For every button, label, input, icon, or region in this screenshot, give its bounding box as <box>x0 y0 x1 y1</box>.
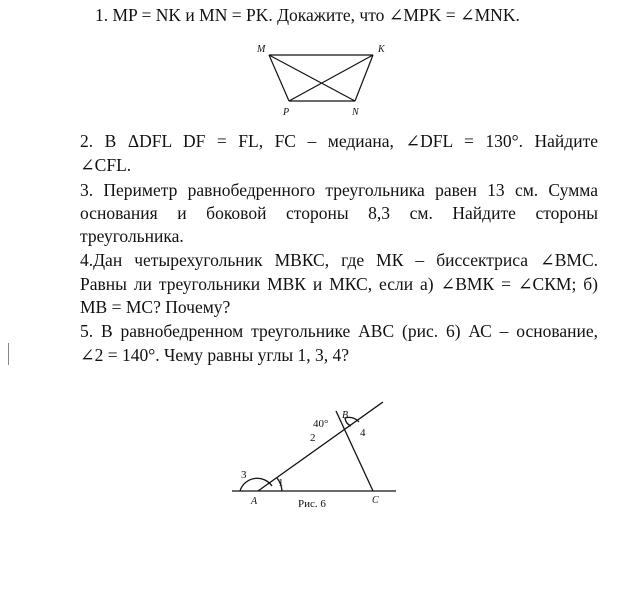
fig2-label-c: C <box>372 495 379 506</box>
problem-5-line-1: 5. В равнобедренном треугольнике АВС (рис. 6) АС – основание, <box>80 321 598 341</box>
fig1-label-p: P <box>283 107 290 118</box>
problem-4-line-2: Равны ли треугольники МВК и МКС, если а) ∠ВМК = ∠СКМ; б) <box>80 274 598 294</box>
fig2-label-a: A <box>251 496 258 507</box>
fig2-angle-label-1: 1 <box>278 477 284 489</box>
fig1-label-k: K <box>378 44 385 55</box>
problem-3-line-3: треугольника. <box>80 226 184 246</box>
problem-4-line-1: 4.Дан четырехугольник МВКС, где МК – биссектриса ∠ВМС. <box>80 250 598 270</box>
fig2-line-ab-extended <box>258 402 383 491</box>
figure-2-triangle <box>232 402 396 491</box>
problem-2-line-2: ∠CFL. <box>80 155 132 175</box>
fig1-segment-kp <box>289 55 373 101</box>
fig1-label-m: M <box>257 44 266 55</box>
problem-2-line-1: 2. В ΔDFL DF = FL, FC – медиана, ∠DFL = 130°. Найдите <box>80 131 598 151</box>
problem-3-line-2: основания и боковой стороны 8,3 см. Найдите стороны <box>80 203 598 223</box>
fig1-label-n: N <box>352 107 359 118</box>
problem-3-line-1: 3. Периметр равнобедренного треугольника равен 13 см. Сумма <box>80 180 598 200</box>
fig2-caption: Рис. 6 <box>298 498 326 510</box>
problem-4-line-3: МВ = МС? Почему? <box>80 297 231 317</box>
fig2-angle-label-4: 4 <box>360 427 366 439</box>
fig2-angle-label-2: 2 <box>310 432 316 444</box>
problem-5-line-2: ∠2 = 140°. Чему равны углы 1, 3, 4? <box>80 345 350 365</box>
fig2-angle-label-40: 40° <box>313 418 329 430</box>
text-cursor-mark <box>8 343 9 365</box>
fig1-segment-mn <box>269 55 355 101</box>
fig1-segment-mp <box>269 55 289 101</box>
fig2-angle-label-3: 3 <box>241 469 247 481</box>
fig1-segment-kn <box>355 55 373 101</box>
fig2-label-b: B <box>342 410 349 421</box>
problem-1-line-1: 1. MP = NK и MN = PK. Докажите, что ∠MPK = ∠MNK. <box>95 5 520 25</box>
